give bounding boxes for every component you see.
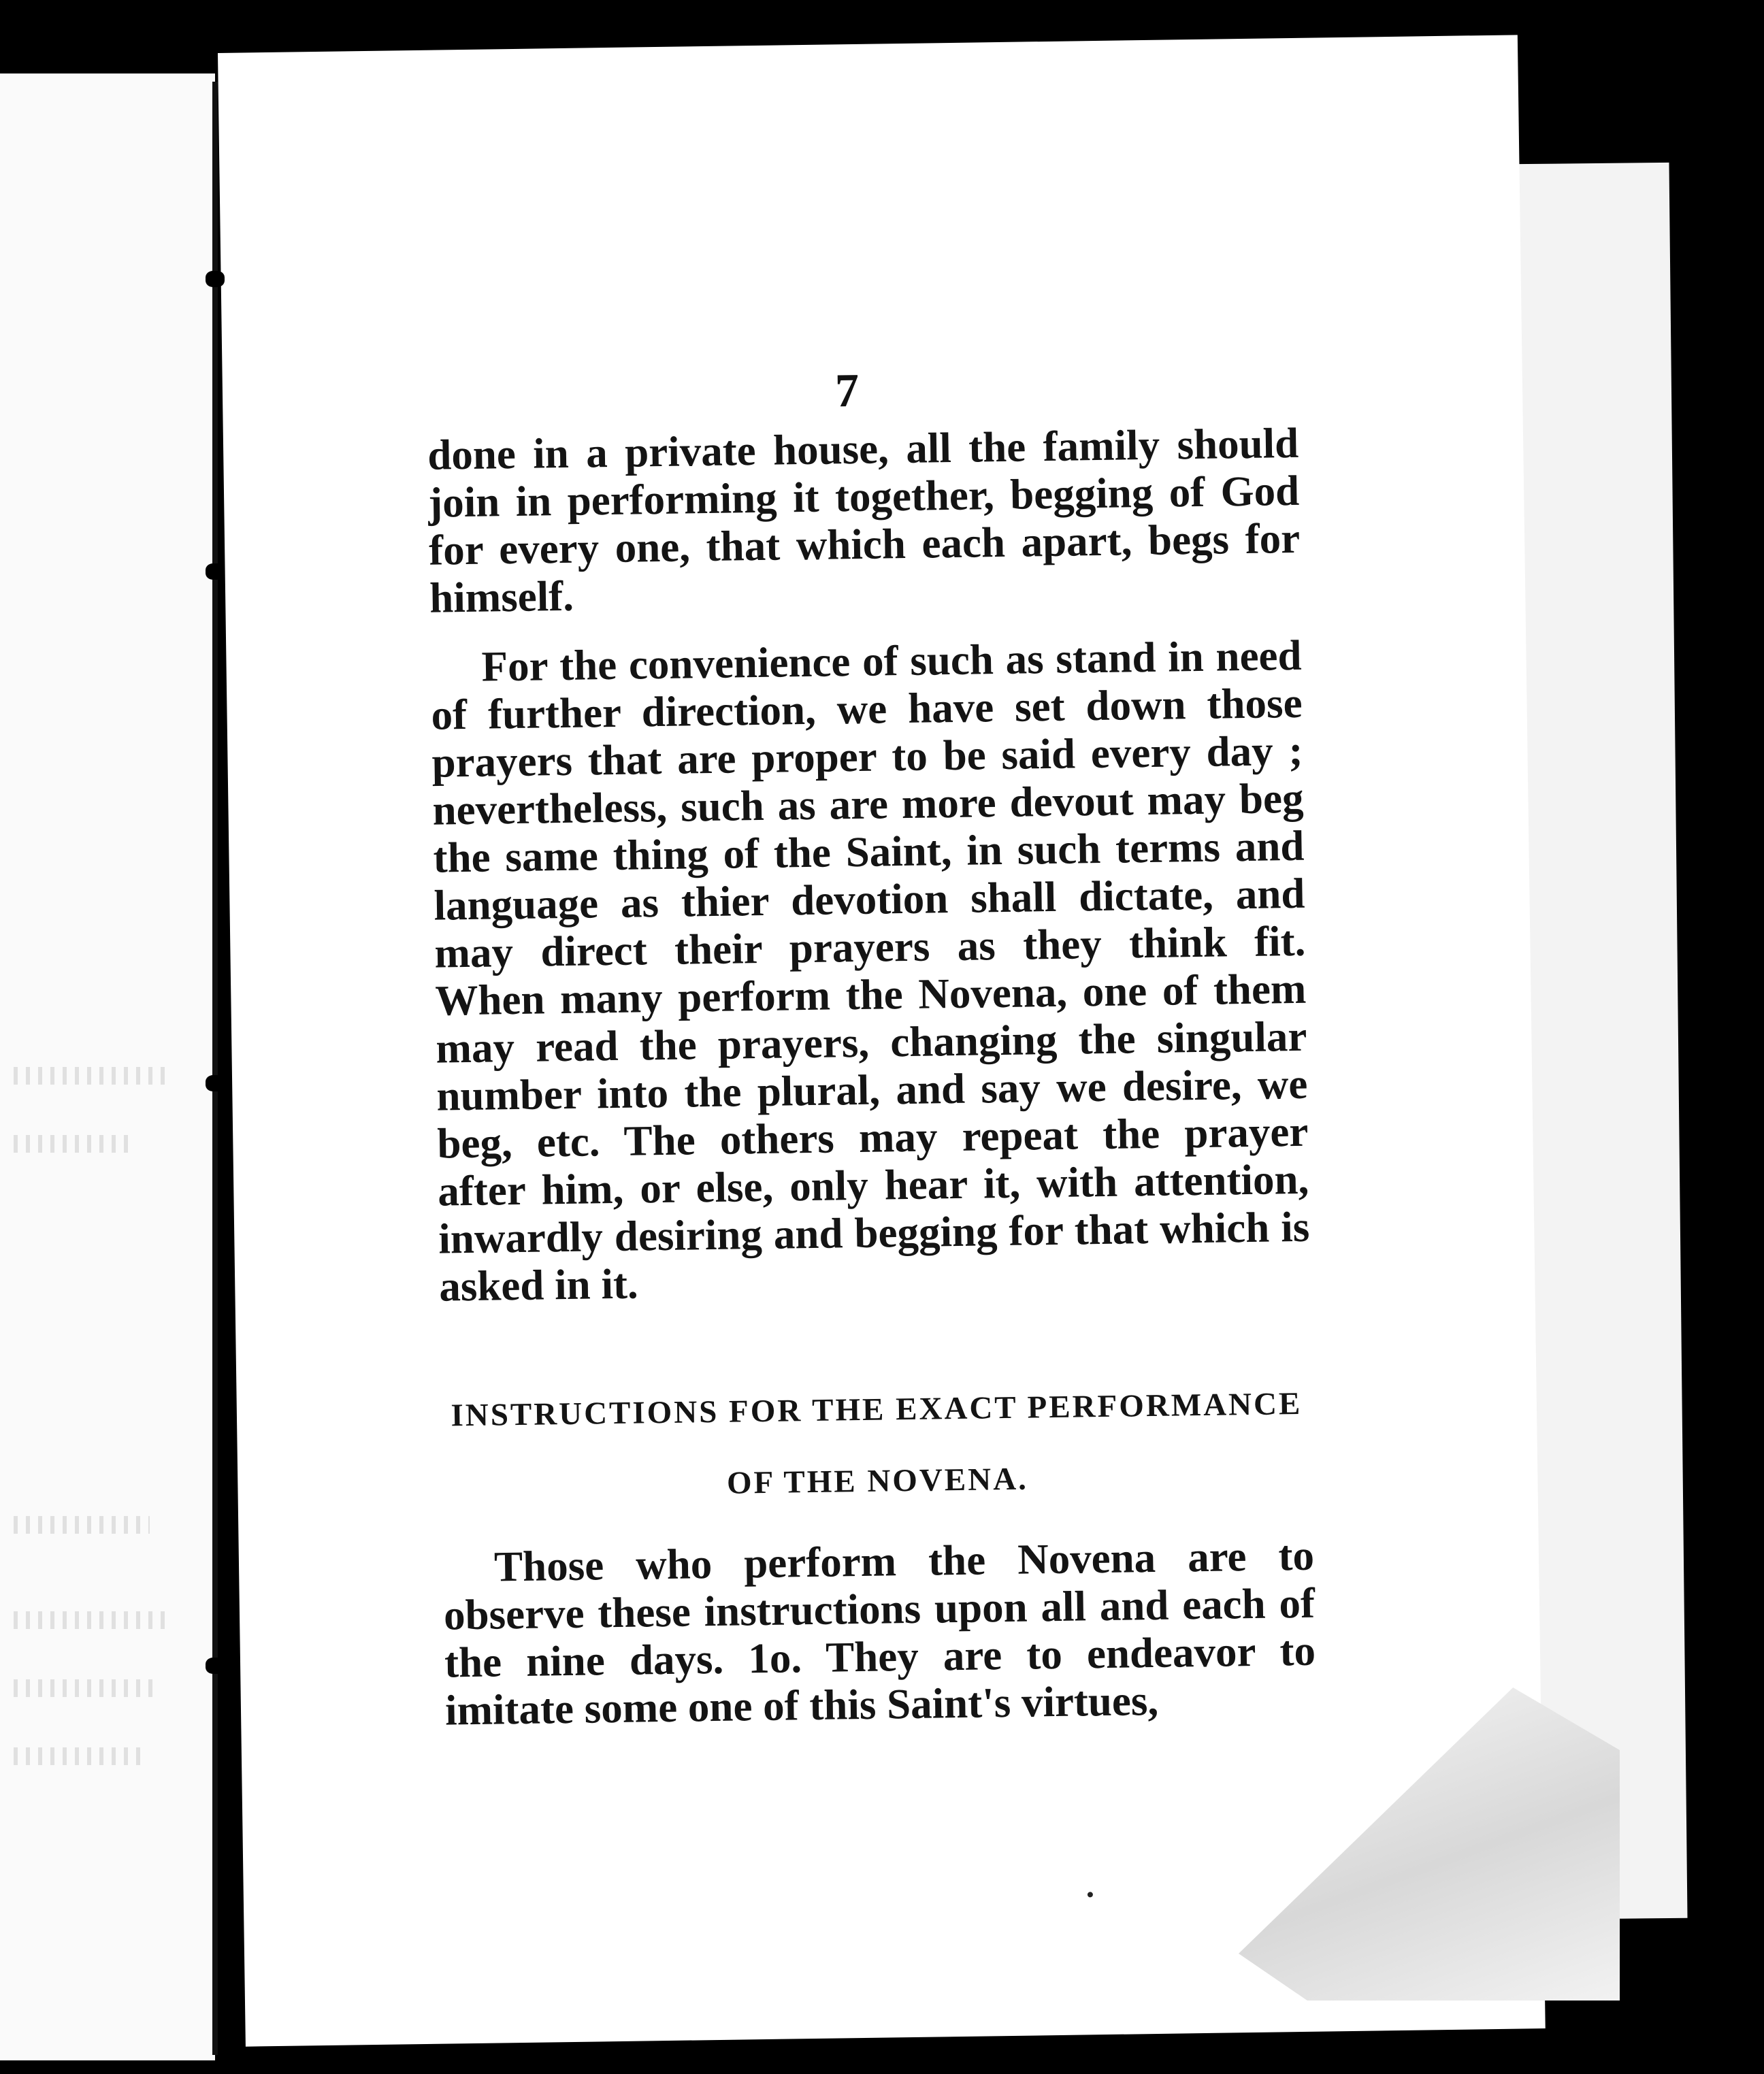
body-text [427,419,1311,1311]
binding-stitch [206,1658,225,1674]
binding-stitch [206,563,225,580]
paragraph-continued: done in a private house, all the family should join in performing it together, begging of God for every one, that which each apart, begs for himself. [427,418,1301,622]
page-number: 7 [834,364,860,418]
left-facing-page [0,73,215,2060]
bleed-through-marks [14,1611,170,1629]
body-text-instructions [443,1532,1317,1734]
paragraph-instructions: Those who perform the Novena are to observe these instructions upon all and each of the nine days. 1o. They are to endeavor to imitate some one of this Saint's virtues, [443,1531,1316,1734]
bleed-through-marks [14,1067,170,1085]
bleed-through-marks [14,1747,143,1765]
paragraph-directions: For the convenience of such as stand in need of further direction, we have set down those prayers that are proper to be said every day ; nevertheless, such as are more devout may beg the same thing of the Saint, in such terms and language as thier devotion shall dictate, and may direct their prayers as they think fit. When many perform the Novena, one of them may read the prayers, changing the singular number into the plural, and say we desire, we beg, etc. The others may repeat the prayer after him, or else, only hear it, with attention, inwardly desiring and begging for that which is asked in it. [431,631,1310,1311]
bleed-through-marks [14,1679,157,1697]
book-page [218,35,1546,2046]
bleed-through-marks [14,1135,136,1153]
book-gutter [212,82,218,2055]
binding-stitch [206,1075,225,1091]
binding-stitch [206,271,225,287]
bleed-through-marks [14,1516,150,1534]
section-heading-line-2: OF THE NOVENA. [726,1461,1029,1501]
section-heading-line-1: INSTRUCTIONS FOR THE EXACT PERFORMANCE [451,1385,1303,1434]
ink-speck [1088,1892,1093,1897]
